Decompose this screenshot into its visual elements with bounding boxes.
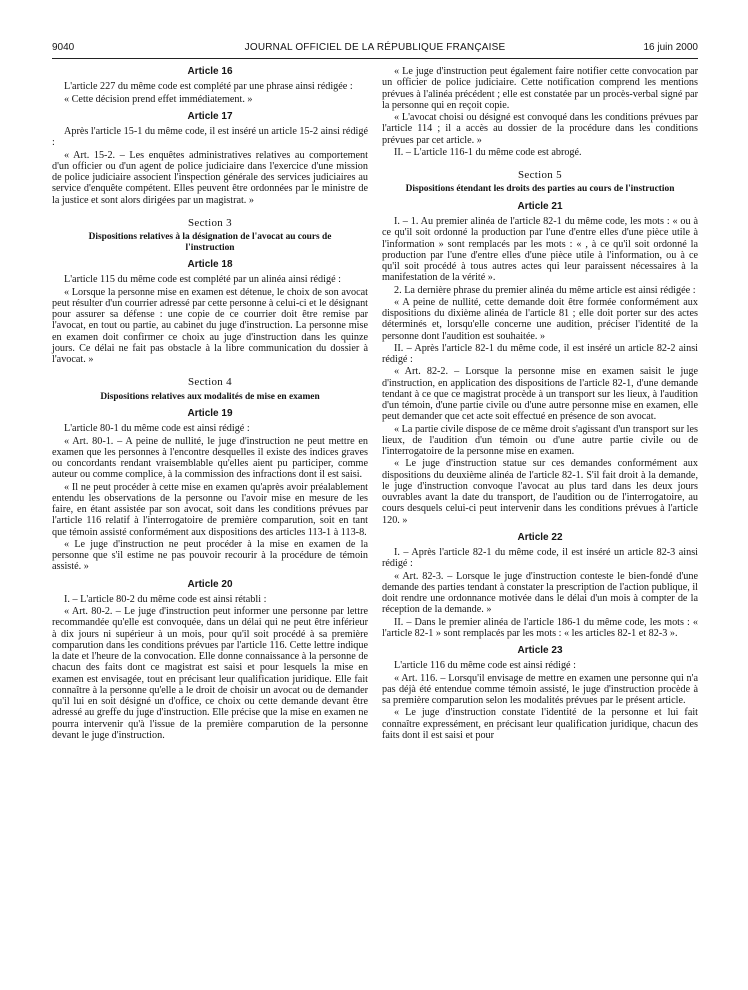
- section-3-title: Section 3: [188, 216, 232, 229]
- journal-title: JOURNAL OFFICIEL DE LA RÉPUBLIQUE FRANÇAISE: [244, 42, 506, 53]
- section-3-subtitle: Dispositions relatives à la désignation de l'avocat au cours de l'instruction: [88, 232, 332, 253]
- paragraph: « A peine de nullité, cette demande doit être formée conformément aux dispositions du dixième alinéa de l'article 81 ; elle doit porter sur des actes déterminés et, lorsqu'elle concerne une audition, préciser l'identité de la personne dont l'audition est souhaitée. »: [382, 296, 698, 342]
- paragraph: « Art. 82-2. – Lorsque la personne mise en examen saisit le juge d'instruction, en application des dispositions de l'article 82-1, d'une demande tendant à ce que ce magistrat procède à un transport sur les lieux, à l'audition d'un témoin, d'une partie civile ou d'une autre personne mise en examen, elle peut demander que cet acte soit effectué en présence de son avocat.: [382, 366, 698, 423]
- article-22-title: Article 22: [517, 531, 563, 543]
- paragraph: « Art. 82-3. – Lorsque le juge d'instruction conteste le bien-fondé d'une demande des parties tendant à constater la prescription de l'action publique, il doit rendre une ordonnance motivée dans le délai d'un mois à compter de la réception de la demande. »: [382, 570, 698, 616]
- paragraph: L'article 80-1 du même code est ainsi rédigé :: [64, 423, 250, 435]
- section-5-title: Section 5: [518, 169, 562, 181]
- paragraph: Après l'article 15-1 du même code, il est inséré un article 15-2 ainsi rédigé :: [52, 126, 368, 149]
- paragraph: II. – Dans le premier alinéa de l'article 186-1 du même code, les mots : « l'article 82-1 » sont remplacés par les mots : « les articles 82-1 et 82-3 ».: [382, 616, 698, 639]
- left-column: [52, 66, 368, 742]
- paragraph: « Lorsque la personne mise en examen est détenue, le choix de son avocat peut résulter d'un courrier adressé par cette personne à celui-ci et le désignant pour assurer sa défense : une copie de ce courrier doit être remise par l'avocat, en tout ou partie, au cabinet du juge d'instruction. La personne mise en examen doit confirmer ce choix au juge d'instruction dans les quinze jours. Ce délai ne fait pas obstacle à la libre communication du dossier à l'avocat. »: [52, 286, 368, 365]
- article-20-title: Article 20: [187, 578, 233, 590]
- paragraph: II. – Après l'article 82-1 du même code, il est inséré un article 82-2 ainsi rédigé :: [382, 342, 698, 365]
- paragraph: « Art. 15-2. – Les enquêtes administratives relatives au comportement d'un officier ou d'un agent de police judiciaire dans l'exercice d'une mission de police judiciaire associent l'inspection générale des services judiciaires au service d'enquête compétent. Elles peuvent être ordonnées par le ministre de la justice et sont alors dirigées par un magistrat. »: [52, 149, 368, 206]
- article-23-title: Article 23: [517, 645, 563, 656]
- paragraph: « La partie civile dispose de ce même droit s'agissant d'un transport sur les lieux, de l'audition d'un témoin ou d'une autre partie civile ou de l'interrogatoire de la personne mise en examen.: [382, 423, 698, 457]
- article-17-title: Article 17: [187, 110, 233, 122]
- paragraph: « Art. 116. – Lorsqu'il envisage de mettre en examen une personne qui n'a pas déjà été entendue comme témoin assisté, le juge d'instruction procède à sa première comparution selon les modalités prévues par le présent article.: [382, 672, 698, 706]
- paragraph: « Le juge d'instruction constate l'identité de la personne et lui fait connaître expressément, en précisant leur qualification juridique, chacun des faits dont il est saisi et pour: [382, 707, 698, 741]
- paragraph: L'article 227 du même code est complété par une phrase ainsi rédigée :: [64, 81, 353, 93]
- paragraph: L'article 116 du même code est ainsi rédigé :: [394, 660, 576, 672]
- paragraph: « L'avocat choisi ou désigné est convoqué dans les conditions prévues par l'article 114 ; il a accès au dossier de la procédure dans les conditions prévues par cet article. »: [382, 112, 698, 146]
- paragraph: I. – L'article 80-2 du même code est ainsi rétabli :: [64, 593, 267, 605]
- article-16-title: Article 16: [187, 66, 233, 77]
- header-rule: [52, 58, 698, 59]
- paragraph: « Art. 80-1. – A peine de nullité, le juge d'instruction ne peut mettre en examen que les personnes à l'encontre desquelles il existe des indices graves ou concordants rendant vraisemblable qu'elles aient pu participer, comme auteur ou comme complice, à la commission des infractions dont il est saisi.: [52, 435, 368, 481]
- paragraph: « Il ne peut procéder à cette mise en examen qu'après avoir préalablement entendu les observations de la personne ou l'avoir mise en mesure de les faire, en étant assistée par son avocat, soit dans les conditions prévues par l'article 116 relatif à l'interrogatoire de première comparution, soit en tant que témoin assisté conformément aux dispositions des articles 113-1 à 113-8.: [52, 481, 368, 538]
- paragraph: L'article 115 du même code est complété par un alinéa ainsi rédigé :: [64, 274, 341, 286]
- section-4-subtitle: Dispositions relatives aux modalités de mise en examen: [100, 391, 320, 402]
- publication-date: 16 juin 2000: [643, 42, 698, 53]
- article-19-title: Article 19: [187, 408, 233, 419]
- paragraph: « Le juge d'instruction peut également faire notifier cette convocation par un officier de police judiciaire. Cette notification comprend les mentions prévues à l'alinéa précédent ; elle est constatée par un procès-verbal signé par la personne qui en reçoit copie.: [382, 66, 698, 111]
- article-21-title: Article 21: [517, 200, 563, 212]
- paragraph: I. – Après l'article 82-1 du même code, il est inséré un article 82-3 ainsi rédigé :: [382, 547, 698, 570]
- paragraph: « Le juge d'instruction ne peut procéder à la mise en examen de la personne que s'il estime ne pas pouvoir recourir à la procédure de témoin assisté. »: [52, 538, 368, 573]
- section-4-title: Section 4: [188, 376, 232, 389]
- paragraph: « Art. 80-2. – Le juge d'instruction peut informer une personne par lettre recommandée qu'elle est convoquée, dans un délai qui ne peut être inférieur à dix jours ni supérieur à un mois, pour qu'il soit procédé à sa première comparution dans les conditions prévues par l'article 116. Cette lettre indique la date et l'heure de la convocation. Elle donne connaissance à la personne de chacun des faits dont ce magistrat est saisi et pour lesquels la mise en examen est envisagée, tout en précisant leur qualification juridique. Elle fait connaître à la personne qu'elle a le droit de choisir un avocat ou de demander qu'il lui en soit désigné un d'office, ce choix ou cette demande devant être adressé au greffe du juge d'instruction. Elle précise que la mise en examen ne pourra intervenir qu'à l'issue de la première comparution de la personne devant le juge d'instruction.: [52, 606, 368, 741]
- paragraph: « Cette décision prend effet immédiatement. »: [64, 93, 253, 105]
- paragraph: « Le juge d'instruction statue sur ces demandes conformément aux dispositions du deuxième alinéa de l'article 82-1. S'il fait droit à la demande, le juge d'instruction convoque l'avocat au plus tard dans les deux jours ouvrables avant la date du transport, de l'audition ou de l'interrogatoire, au cours desquels celui-ci peut intervenir dans les conditions prévues à l'article 120. »: [382, 458, 698, 526]
- page-header: [52, 42, 698, 58]
- paragraph: II. – L'article 116-1 du même code est abrogé.: [394, 146, 582, 158]
- page-number: 9040: [52, 42, 75, 53]
- section-5-subtitle: Dispositions étendant les droits des parties au cours de l'instruction: [405, 184, 675, 195]
- article-18-title: Article 18: [187, 259, 233, 270]
- paragraph: 2. La dernière phrase du premier alinéa du même article est ainsi rédigée :: [394, 284, 696, 296]
- paragraph: I. – 1. Au premier alinéa de l'article 82-1 du même code, les mots : « ou à ce qu'il soit ordonné la production par l'une d'entre elles d'une pièce utile à l'information » sont remplacés par les mots : « , à ce qu'il soit ordonné la production par l'une d'entre elles d'une pièce utile à l'information, ou à ce qu'il soit procédé à tous autres actes qui leur paraissent nécessaires à la manifestation de la vérité ».: [382, 216, 698, 284]
- right-column: [382, 66, 698, 742]
